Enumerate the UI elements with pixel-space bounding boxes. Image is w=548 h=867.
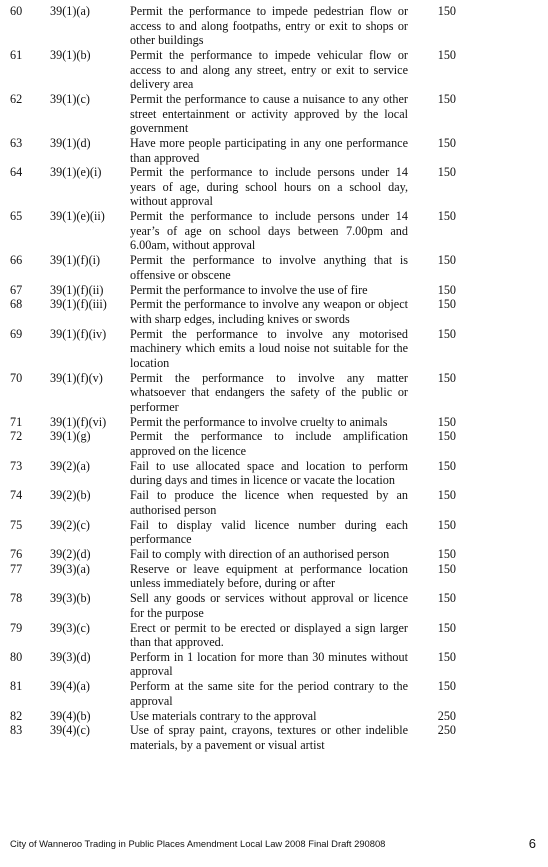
offence-description: Reserve or leave equipment at performance location unless immediately before, during or after	[130, 561, 408, 591]
clause-reference: 39(1)(e)(i)	[50, 165, 102, 180]
clause-reference: 39(1)(f)(ii)	[50, 282, 104, 297]
item-number: 73	[10, 458, 23, 473]
table-row	[10, 4, 456, 48]
item-number: 65	[10, 209, 23, 224]
clause-reference: 39(2)(c)	[50, 517, 90, 532]
penalty-amount: 150	[437, 517, 456, 532]
clause-reference: 39(1)(d)	[50, 135, 91, 150]
clause-reference: 39(3)(d)	[50, 649, 91, 664]
penalty-amount: 150	[437, 546, 456, 561]
offence-description: Permit the performance to include persons under 14 years of age, during school hours on a school day, without approval	[130, 165, 408, 209]
offence-description: Permit the performance to involve any matter whatsoever that endangers the safety of the public or performer	[130, 370, 408, 414]
item-number: 80	[10, 649, 23, 664]
item-number: 75	[10, 517, 23, 532]
penalty-amount: 150	[437, 561, 456, 576]
offence-description: Use of spray paint, crayons, textures or other indelible materials, by a pavement or visual artist	[130, 723, 408, 752]
item-number: 60	[10, 4, 23, 18]
faint-watermark: ​	[120, 330, 144, 360]
offence-description: Use materials contrary to the approval	[130, 708, 317, 723]
item-number: 67	[10, 282, 23, 297]
penalty-amount: 150	[437, 488, 456, 503]
table-row	[10, 518, 456, 547]
penalty-amount: 250	[437, 708, 456, 723]
offence-description: Permit the performance to involve any weapon or object with sharp edges, including knives or swords	[130, 297, 408, 326]
penalty-amount: 150	[437, 620, 456, 635]
penalty-amount: 250	[437, 723, 456, 738]
offence-description: Sell any goods or services without approval or licence for the purpose	[130, 591, 408, 620]
table-row	[10, 327, 456, 371]
clause-reference: 39(1)(c)	[50, 91, 90, 106]
penalty-amount: 150	[437, 414, 456, 429]
clause-reference: 39(1)(f)(iii)	[50, 297, 107, 312]
penalty-amount: 150	[437, 4, 456, 18]
penalty-amount: 150	[437, 47, 456, 62]
page-number: 6	[528, 836, 536, 851]
table-row	[10, 48, 456, 92]
offence-description: Perform in 1 location for more than 30 minutes without approval	[130, 649, 408, 679]
item-number: 63	[10, 135, 23, 150]
clause-reference: 39(1)(f)(v)	[50, 370, 103, 385]
item-number: 62	[10, 91, 23, 106]
offence-description: Permit the performance to involve any motorised machinery which emits a loud noise not suitable for the location	[130, 326, 408, 370]
penalty-amount: 150	[437, 165, 456, 180]
table-row	[10, 621, 456, 650]
table-row	[10, 136, 456, 165]
table-row	[10, 429, 456, 458]
penalty-amount: 150	[437, 370, 456, 385]
item-number: 82	[10, 708, 23, 723]
penalty-amount: 150	[437, 649, 456, 664]
offence-description: Erect or permit to be erected or displayed a sign larger than that approved.	[130, 620, 408, 650]
item-number: 70	[10, 370, 23, 385]
table-row	[10, 591, 456, 620]
footer-text: City of Wanneroo Trading in Public Places Amendment Local Law 2008 Final Draft 290808	[10, 838, 386, 849]
clause-reference: 39(4)(c)	[50, 723, 90, 738]
table-row	[10, 488, 456, 517]
clause-reference: 39(1)(f)(vi)	[50, 414, 107, 429]
item-number: 72	[10, 429, 23, 444]
table-row	[10, 253, 456, 282]
penalty-amount: 150	[437, 458, 456, 473]
offence-description: Fail to use allocated space and location to perform during days and times in licence or vacate the location	[130, 458, 408, 488]
table-row	[10, 297, 456, 326]
penalty-amount: 150	[437, 326, 456, 341]
item-number: 78	[10, 591, 23, 606]
offence-description: Fail to display valid licence number during each performance	[130, 517, 408, 547]
table-row	[10, 709, 456, 724]
clause-reference: 39(1)(a)	[50, 4, 90, 18]
clause-reference: 39(4)(a)	[50, 679, 90, 694]
penalty-table	[10, 4, 456, 753]
offence-description: Permit the performance to cause a nuisance to any other street entertainment or activity approved by the local government	[130, 91, 408, 136]
penalty-amount: 150	[437, 253, 456, 268]
clause-reference: 39(2)(d)	[50, 546, 91, 561]
item-number: 83	[10, 723, 23, 738]
penalty-amount: 150	[437, 591, 456, 606]
offence-description: Permit the performance to involve cruelty to animals	[130, 414, 388, 429]
clause-reference: 39(3)(b)	[50, 591, 91, 606]
offence-description: Permit the performance to include amplification approved on the licence	[130, 429, 408, 459]
clause-reference: 39(3)(c)	[50, 620, 90, 635]
penalty-amount: 150	[437, 282, 456, 297]
table-row	[10, 547, 456, 562]
offence-description: Have more people participating in any one performance than approved	[130, 135, 408, 165]
clause-reference: 39(1)(g)	[50, 429, 91, 444]
offence-description: Perform at the same site for the period contrary to the approval	[130, 679, 408, 708]
clause-reference: 39(2)(a)	[50, 458, 90, 473]
offence-description: Fail to produce the licence when requested by an authorised person	[130, 488, 408, 517]
item-number: 81	[10, 679, 23, 694]
clause-reference: 39(1)(f)(iv)	[50, 326, 107, 341]
item-number: 71	[10, 414, 23, 429]
penalty-amount: 150	[437, 135, 456, 150]
clause-reference: 39(1)(f)(i)	[50, 253, 101, 268]
item-number: 74	[10, 488, 23, 503]
penalty-table-body	[10, 4, 456, 753]
item-number: 68	[10, 297, 23, 312]
penalty-amount: 150	[437, 209, 456, 224]
table-row	[10, 459, 456, 488]
table-row	[10, 92, 456, 136]
penalty-amount: 150	[437, 679, 456, 694]
item-number: 79	[10, 620, 23, 635]
table-row	[10, 723, 456, 752]
offence-description: Permit the performance to include persons under 14 year’s of age on school days between 7.00pm and 6.00am, without approval	[130, 209, 408, 253]
table-row	[10, 283, 456, 298]
clause-reference: 39(3)(a)	[50, 561, 90, 576]
item-number: 64	[10, 165, 23, 180]
table-row	[10, 562, 456, 591]
item-number: 69	[10, 326, 23, 341]
offence-description: Permit the performance to impede pedestrian flow or access to and along footpaths, entry or exit to shops or other buildings	[130, 4, 408, 48]
table-row	[10, 650, 456, 679]
offence-description: Fail to comply with direction of an authorised person	[130, 546, 390, 561]
item-number: 77	[10, 561, 23, 576]
item-number: 66	[10, 253, 23, 268]
table-row	[10, 165, 456, 209]
clause-reference: 39(1)(b)	[50, 47, 91, 62]
penalty-amount: 150	[437, 429, 456, 444]
table-row	[10, 415, 456, 430]
clause-reference: 39(4)(b)	[50, 708, 91, 723]
penalty-amount: 150	[437, 297, 456, 312]
table-row	[10, 371, 456, 415]
penalty-amount: 150	[437, 91, 456, 106]
offence-description: Permit the performance to impede vehicular flow or access to and along any street, entry or exit to service delivery area	[130, 47, 408, 92]
clause-reference: 39(1)(e)(ii)	[50, 209, 105, 224]
offence-description: Permit the performance to involve anything that is offensive or obscene	[130, 253, 408, 282]
clause-reference: 39(2)(b)	[50, 488, 91, 503]
item-number: 61	[10, 47, 23, 62]
table-row	[10, 209, 456, 253]
offence-description: Permit the performance to involve the use of fire	[130, 282, 368, 297]
table-row	[10, 679, 456, 708]
item-number: 76	[10, 546, 23, 561]
